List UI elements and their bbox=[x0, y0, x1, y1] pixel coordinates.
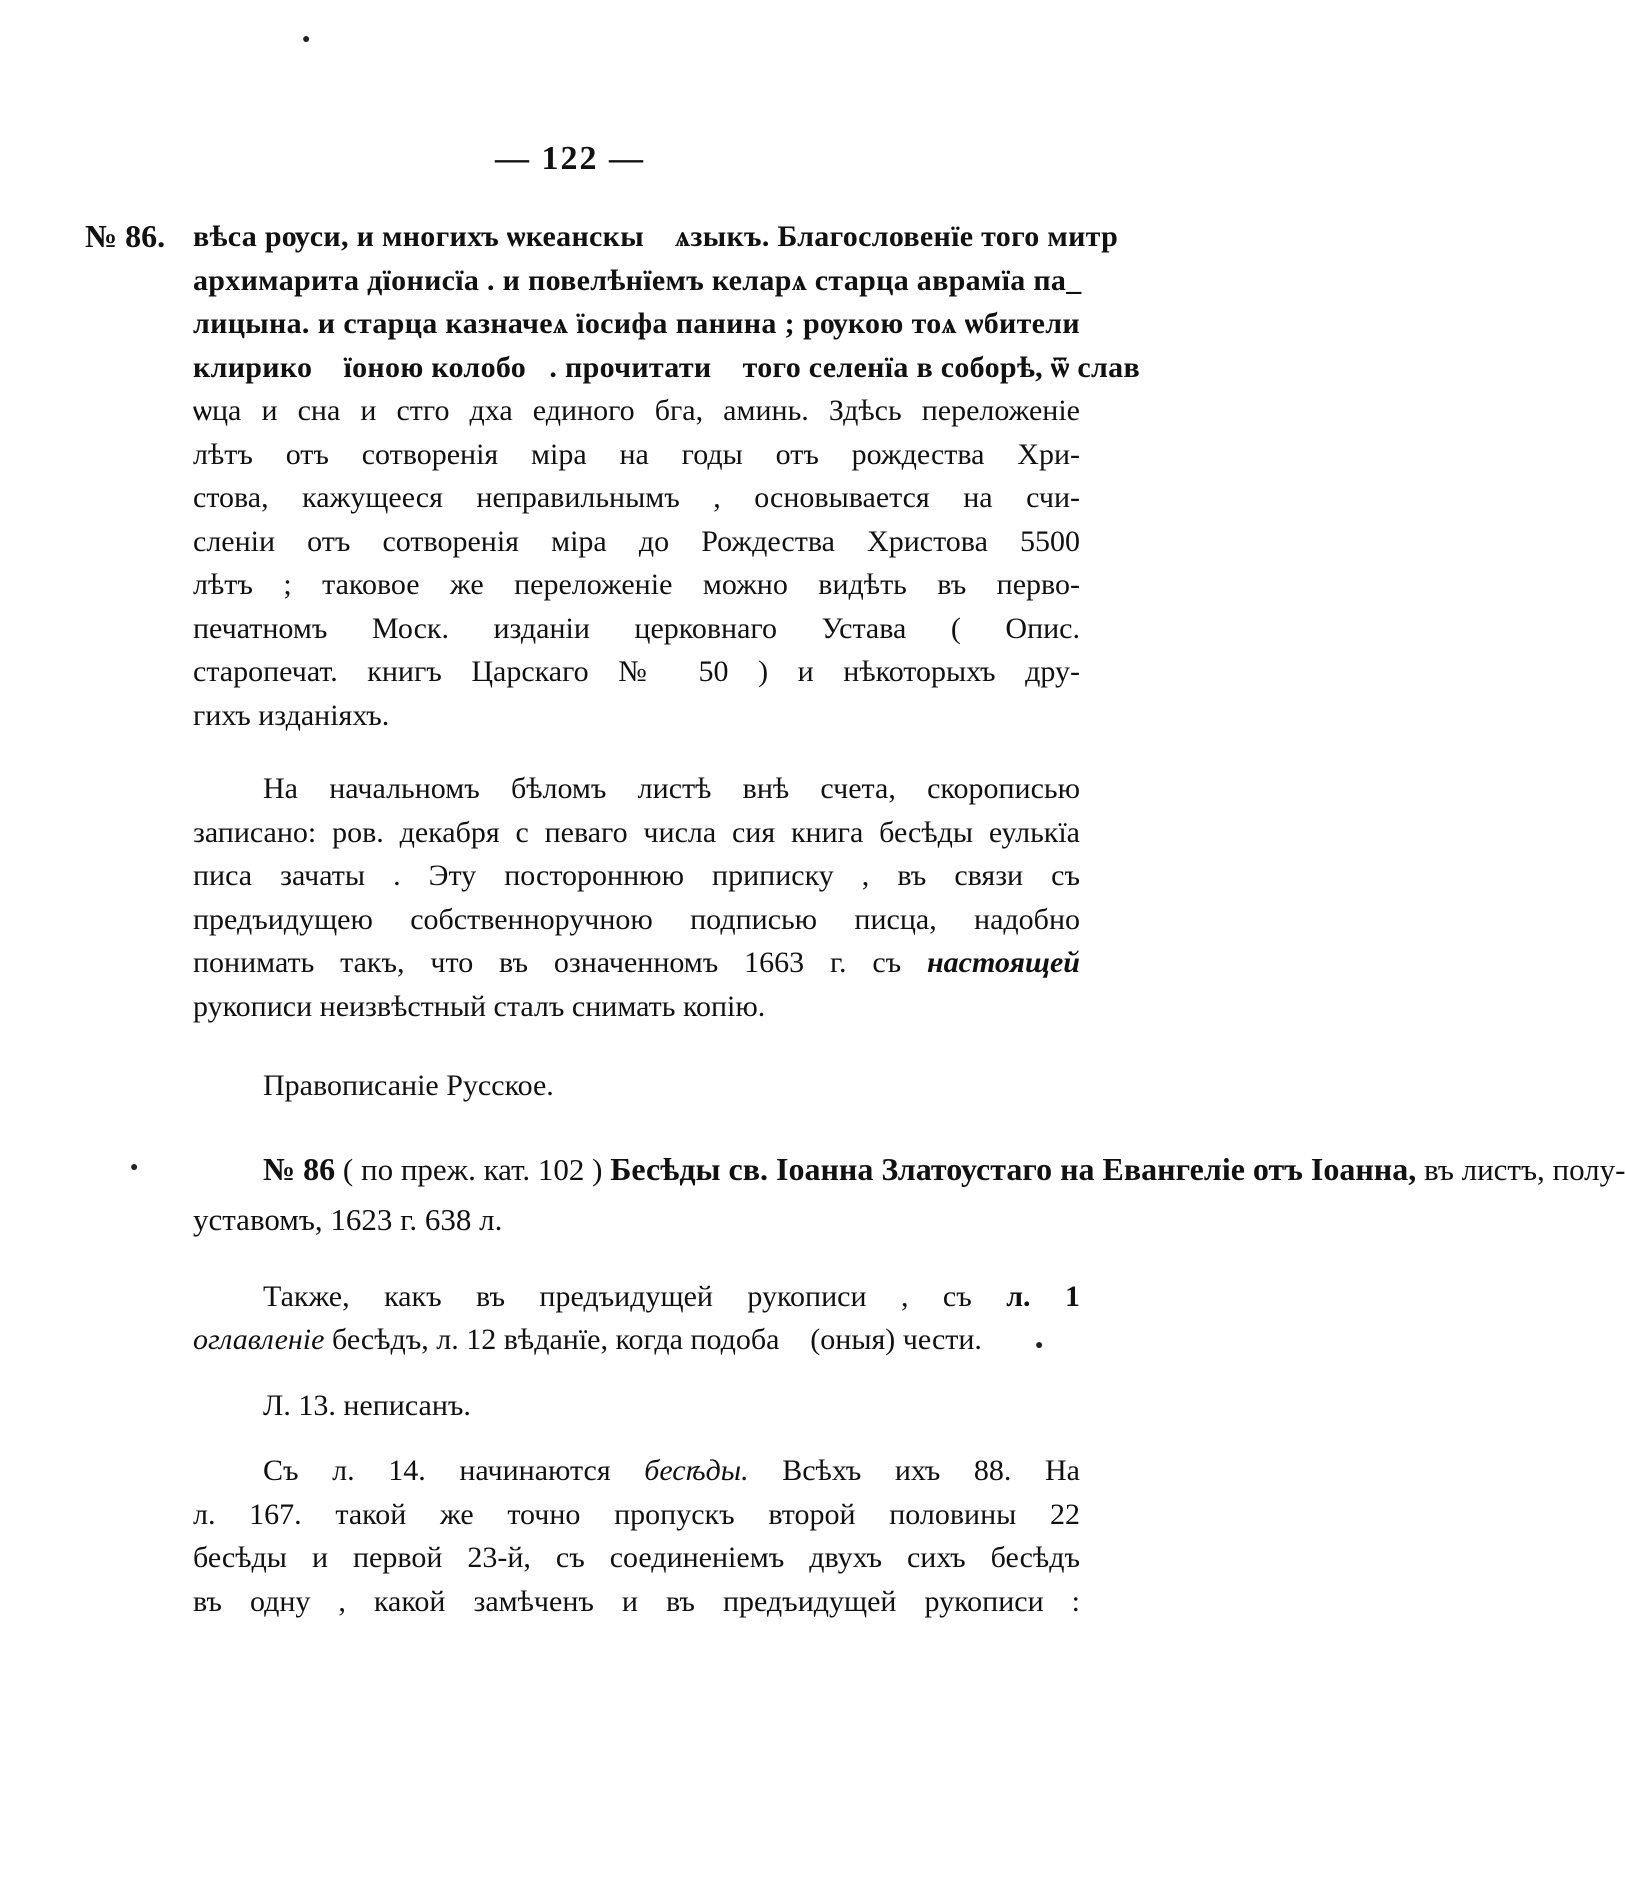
manuscript-heading bbox=[193, 1144, 1625, 1245]
text-line: бесѣды и первой 23-й, съ соединеніемъ двухъ сихъ бесѣдъ bbox=[193, 1541, 1080, 1574]
text-line: архимарита дїонисїа . и повелѣнїемъ келарѧ старца аврамїа па_ bbox=[193, 263, 1082, 297]
print-speck: ● bbox=[1035, 1338, 1044, 1353]
text-line: записано: ров. декабря с певаго числа сия книга бесѣды еулькїа bbox=[193, 815, 1080, 849]
leaf-ref: л. 1 bbox=[1006, 1279, 1080, 1313]
text-line: рукописи неизвѣстный сталъ снимать копію. bbox=[193, 989, 766, 1023]
text-line: На начальномъ бѣломъ листѣ внѣ счета, скорописью bbox=[263, 772, 1080, 805]
paragraph-inscription bbox=[193, 767, 1080, 1028]
heading-line: уставомъ, 1623 г. 638 л. bbox=[193, 1201, 503, 1237]
text-line bbox=[193, 1449, 1080, 1493]
print-speck: ● bbox=[130, 1160, 139, 1175]
page-number: — 122 — bbox=[495, 140, 645, 177]
paragraph-homilies bbox=[193, 1449, 1080, 1623]
manuscript-format: въ листъ, полу- bbox=[1423, 1151, 1625, 1187]
paragraph-blank-leaf: Л. 13. неписанъ. bbox=[263, 1388, 471, 1422]
text-line: л. 167. такой же точно пропускъ второй половины 22 bbox=[193, 1497, 1080, 1531]
text-segment: Съ л. 14. начинаются bbox=[263, 1454, 611, 1487]
text-line bbox=[193, 1318, 1080, 1362]
text-segment: понимать такъ, что въ означенномъ 1663 г. съ bbox=[193, 946, 902, 979]
text-segment: Всѣхъ ихъ 88. На bbox=[782, 1454, 1080, 1487]
text-line bbox=[193, 941, 1080, 985]
text-line: клирикоⷨ їоною колобоⷨ. прочитатиⷨ того селенїа в соборѣ, ѿ славꙋ bbox=[193, 350, 1164, 384]
text-segment: бесѣдъ, л. 12 вѣданїе, когда подобаⷮ (оныя) чести. bbox=[331, 1323, 982, 1356]
text-line: печатномъ Моск. изданіи церковнаго Устава ( Опис. bbox=[193, 611, 1080, 645]
text-line: лицына. и старца казначеѧ їосифа панина ; рѹкою тоѧ ѡбители bbox=[193, 307, 1080, 340]
manuscript-number: № 86 bbox=[263, 1150, 336, 1187]
text-line: сленіи отъ сотворенія міра до Рождества Христова 5500 bbox=[193, 524, 1080, 558]
orthography-note: Правописаніе Русское. bbox=[263, 1069, 554, 1102]
text-line: писа зачаты . Эту постороннюю приписку , въ связи съ bbox=[193, 859, 1080, 892]
italic-word: бесѣды. bbox=[644, 1454, 749, 1487]
print-speck: ● bbox=[302, 32, 311, 47]
text-line bbox=[193, 1275, 1080, 1319]
margin-reference: № 86. bbox=[85, 218, 166, 254]
italic-word: оглавленіе bbox=[193, 1323, 325, 1356]
text-line: стова, кажущееся неправильнымъ , основывается на счи- bbox=[193, 481, 1080, 514]
text-line: въ одну , какой замѣченъ и въ предъидущей рукописи : bbox=[193, 1584, 1080, 1618]
text-line: лѣтъ ; таковое же переложеніе можно видѣть въ перво- bbox=[193, 568, 1080, 601]
manuscript-title: Бесѣды св. Іоанна Златоустаго на Евангеліе отъ Іоанна, bbox=[610, 1150, 1417, 1187]
heading-line bbox=[193, 1144, 1625, 1195]
text-line: старопечат. книгъ Царскаго № 50 ) и нѣкоторыхъ дру- bbox=[193, 655, 1080, 688]
text-line: ѡца и сна и стго дха единого бга, аминь. Здѣсь переложеніе bbox=[193, 394, 1080, 427]
text-line: гихъ изданіяхъ. bbox=[193, 698, 390, 732]
text-line: предъидущею собственноручною подписью писца, надобно bbox=[193, 902, 1080, 936]
text-line: лѣтъ отъ сотворенія міра на годы отъ рождества Хри- bbox=[193, 437, 1080, 471]
text-segment: Также, какъ въ предъидущей рукописи , съ bbox=[263, 1279, 972, 1313]
main-text bbox=[193, 215, 1625, 1623]
text-line: вѣса рѹси, и многихъ ѡкеанскыⷯ ѧзыкъ. Благословенїе того митрⷪ bbox=[193, 220, 1142, 253]
italic-word: настоящей bbox=[927, 946, 1080, 979]
paragraph-contents bbox=[193, 1275, 1080, 1362]
previous-catalog: ( по преж. кат. 102 ) bbox=[342, 1151, 603, 1187]
paragraph-slavonic-continuation bbox=[193, 215, 1164, 737]
